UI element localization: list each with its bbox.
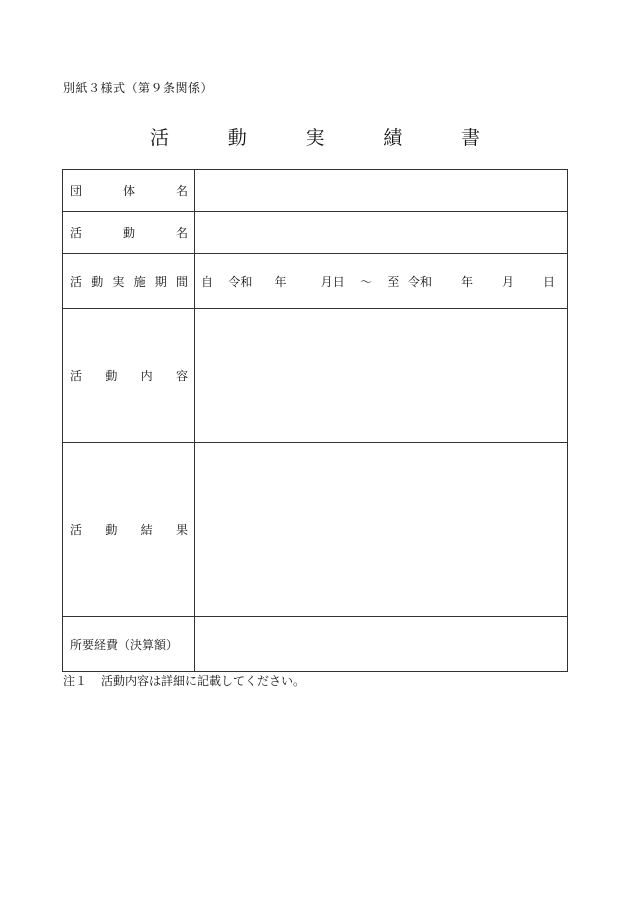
activity-period-field[interactable]: [195, 254, 568, 309]
to-label: 至: [387, 274, 400, 289]
form-row-activity-name: [63, 212, 568, 254]
form-row-organization-name: [63, 170, 568, 212]
label-char: 活: [70, 226, 83, 240]
label-char: 名: [175, 184, 188, 198]
range-separator: ～: [360, 274, 373, 289]
label-char: 活: [70, 274, 83, 289]
from-era: 令和: [228, 274, 253, 289]
label-char: 活: [70, 369, 83, 383]
form-note: [63, 673, 305, 689]
title-char: 績: [383, 126, 403, 149]
note-prefix: 注１: [63, 674, 88, 688]
activity-name-field[interactable]: [195, 212, 568, 254]
title-char: 動: [227, 126, 247, 149]
document-title: [150, 122, 480, 150]
required-expenses-label: 所要経費（決算額）: [63, 617, 195, 672]
form-row-required-expenses: [63, 617, 568, 672]
activity-results-label: [63, 443, 195, 617]
activity-name-label: [63, 212, 195, 254]
activity-content-field[interactable]: [195, 309, 568, 443]
from-label: 自: [201, 274, 214, 289]
from-month-label: 月: [320, 274, 333, 289]
from-day-label: 日: [332, 274, 345, 289]
form-row-activity-period: [63, 254, 568, 309]
activity-report-form: [62, 169, 568, 672]
form-row-activity-results: [63, 443, 568, 617]
organization-name-field[interactable]: [195, 170, 568, 212]
form-row-activity-content: [63, 309, 568, 443]
label-char: 施: [133, 274, 146, 289]
organization-name-label: [63, 170, 195, 212]
activity-content-label: [63, 309, 195, 443]
label-char: 動: [105, 523, 118, 537]
label-char: 名: [175, 226, 188, 240]
to-day-label: 日: [542, 274, 555, 289]
label-char: 体: [122, 184, 135, 198]
label-char: 結: [140, 523, 153, 537]
label-char: 期: [154, 274, 167, 289]
to-era: 令和: [407, 274, 432, 289]
label-char: 活: [70, 523, 83, 537]
label-char: 容: [175, 369, 188, 383]
label-char: 動: [105, 369, 118, 383]
label-char: 動: [122, 226, 135, 240]
label-char: 間: [175, 274, 188, 289]
label-char: 団: [70, 184, 83, 198]
note-text: 活動内容は詳細に記載してください。: [101, 674, 306, 688]
activity-results-field[interactable]: [195, 443, 568, 617]
title-char: 活: [150, 126, 170, 149]
date-range: [195, 273, 567, 290]
to-month-label: 月: [501, 274, 514, 289]
from-year-label: 年: [274, 274, 287, 289]
label-char: 動: [91, 274, 104, 289]
form-reference: 別紙３様式（第９条関係）: [63, 81, 214, 95]
to-year-label: 年: [460, 274, 473, 289]
label-char: 内: [140, 369, 153, 383]
title-char: 書: [460, 126, 480, 149]
label-char: 実: [112, 274, 125, 289]
required-expenses-field[interactable]: [195, 617, 568, 672]
label-char: 果: [175, 523, 188, 537]
activity-period-label: [63, 254, 195, 309]
title-char: 実: [305, 126, 325, 149]
